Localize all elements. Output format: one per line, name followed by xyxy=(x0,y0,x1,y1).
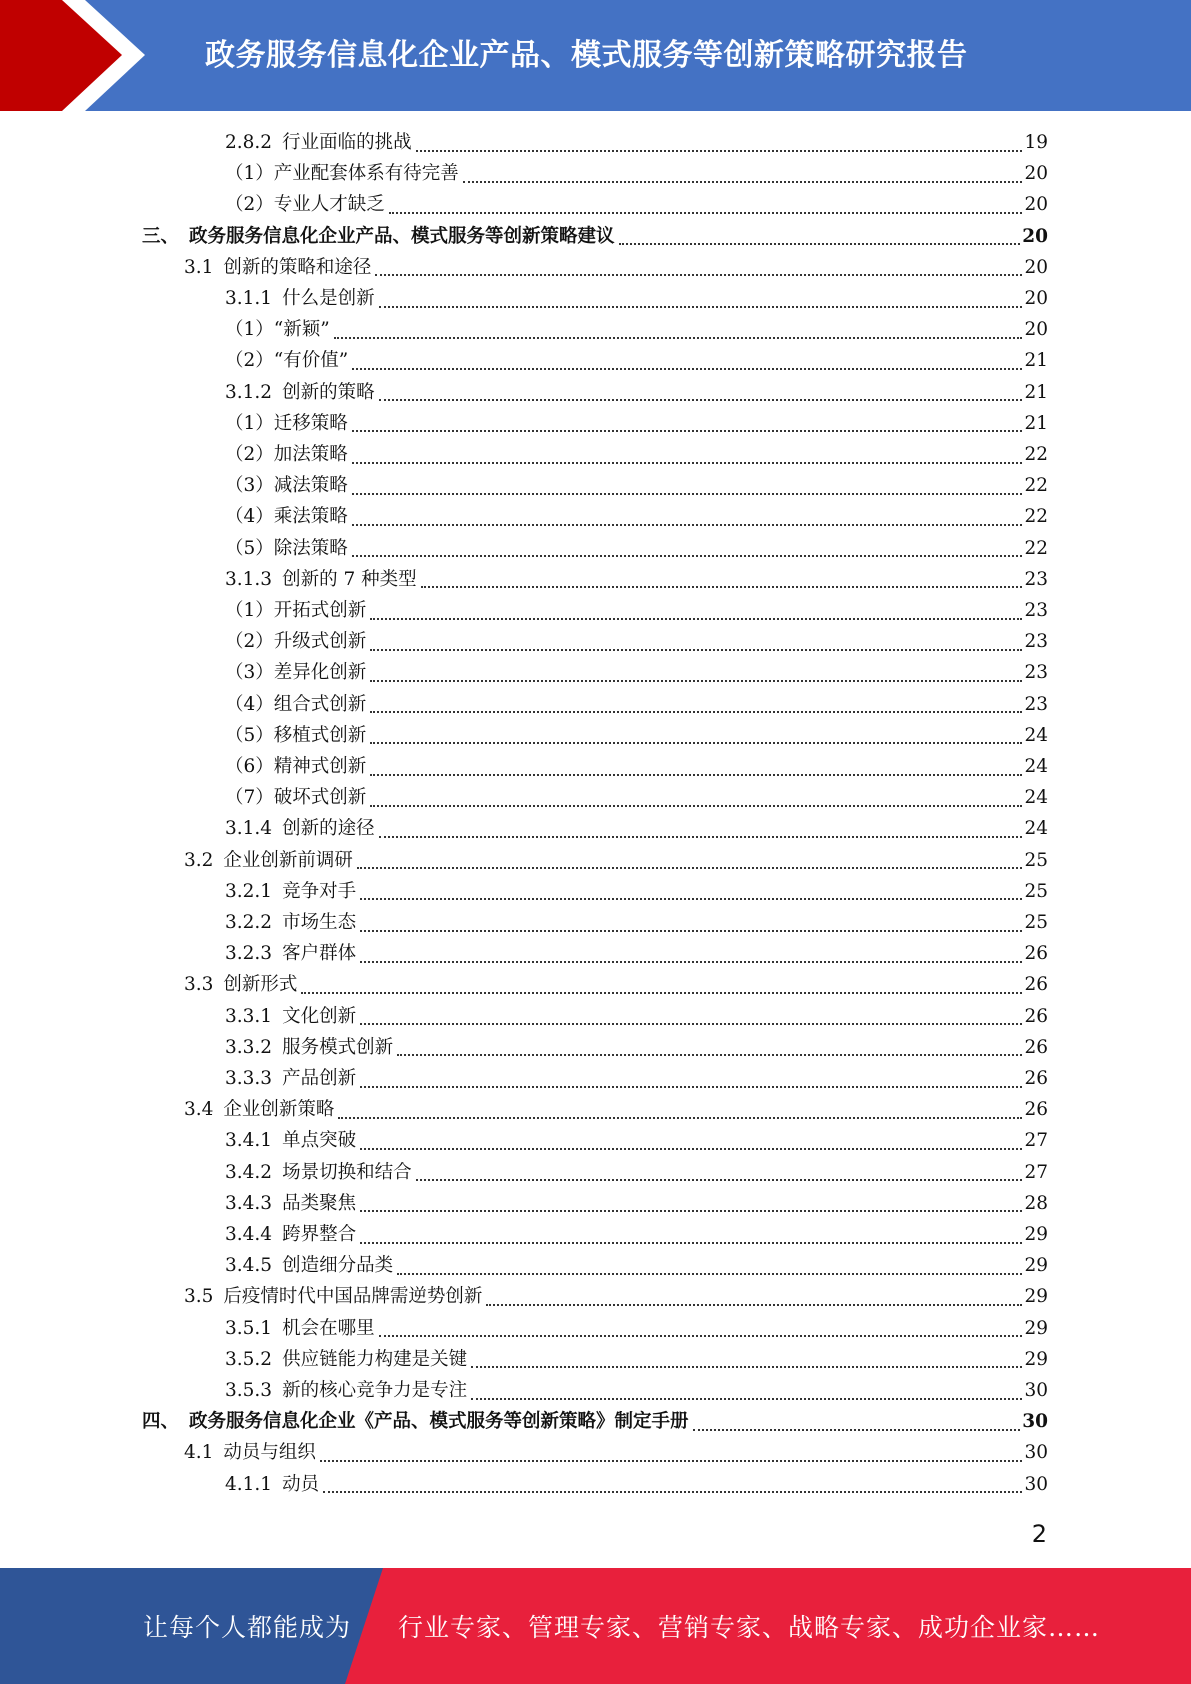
toc-entry-number: （2） xyxy=(225,631,274,653)
toc-entry[interactable] xyxy=(225,876,1048,907)
toc-dot-leader xyxy=(352,368,1022,370)
toc-entry-title: 品类聚焦 xyxy=(282,1192,357,1214)
toc-entry-number: 3.1.4 xyxy=(225,818,273,840)
header-banner xyxy=(0,0,1191,111)
toc-entry-title: 场景切换和结合 xyxy=(282,1161,412,1183)
footer-banner xyxy=(0,1568,1191,1684)
toc-entry-number: （4） xyxy=(225,506,274,528)
toc-entry-page: 29 xyxy=(1024,1224,1048,1245)
toc-entry[interactable] xyxy=(225,1063,1048,1094)
toc-dot-leader xyxy=(693,1429,1021,1431)
toc-entry-title: 客户群体 xyxy=(282,943,357,965)
toc-dot-leader xyxy=(397,1273,1022,1275)
toc-entry-number: 3.3 xyxy=(184,974,214,996)
toc-dot-leader xyxy=(379,836,1023,838)
toc-dot-leader xyxy=(370,618,1022,620)
toc-entry[interactable] xyxy=(225,1250,1048,1281)
toc-entry-page: 20 xyxy=(1024,288,1048,309)
toc-entry[interactable] xyxy=(225,408,1048,439)
toc-entry-page: 20 xyxy=(1024,163,1048,185)
toc-entry-page: 24 xyxy=(1024,818,1048,840)
toc-entry[interactable] xyxy=(225,1469,1048,1500)
toc-entry[interactable] xyxy=(225,314,1048,345)
toc-entry-page: 21 xyxy=(1024,412,1048,434)
toc-entry-page: 23 xyxy=(1024,693,1048,715)
toc-entry-title: 单点突破 xyxy=(282,1130,357,1152)
toc-entry-page: 29 xyxy=(1024,1317,1048,1339)
toc-dot-leader xyxy=(471,1398,1022,1400)
footer-tagline: 行业专家、管理专家、营销专家、战略专家、成功企业家…… xyxy=(398,1613,1101,1642)
toc-entry-page: 26 xyxy=(1024,974,1048,996)
toc-entry[interactable] xyxy=(225,907,1048,938)
toc-dot-leader xyxy=(486,1304,1022,1306)
toc-dot-leader xyxy=(397,1054,1022,1056)
toc-entry-title: 企业创新前调研 xyxy=(223,849,353,871)
toc-entry-page: 22 xyxy=(1024,444,1048,465)
toc-dot-leader xyxy=(619,243,1021,245)
toc-entry-page: 21 xyxy=(1024,381,1048,403)
toc-entry-number: 三、 xyxy=(142,225,180,247)
toc-entry-title: 企业创新策略 xyxy=(223,1099,335,1121)
toc-dot-leader xyxy=(360,1148,1022,1150)
toc-entry[interactable] xyxy=(225,689,1048,720)
toc-dot-leader xyxy=(389,212,1023,214)
toc-entry-title: 动员与组织 xyxy=(223,1442,316,1464)
toc-entry-number: （6） xyxy=(225,756,274,777)
toc-entry-title: 减法策略 xyxy=(273,475,348,497)
toc-entry-page: 22 xyxy=(1024,506,1048,528)
toc-entry-page: 24 xyxy=(1024,787,1048,809)
toc-dot-leader xyxy=(370,774,1022,776)
toc-entry-page: 23 xyxy=(1024,631,1048,653)
toc-entry-title: 升级式创新 xyxy=(273,631,367,653)
toc-entry[interactable] xyxy=(225,595,1048,626)
toc-entry[interactable] xyxy=(184,252,1048,283)
toc-entry[interactable] xyxy=(225,345,1048,376)
toc-entry-page: 26 xyxy=(1024,1068,1048,1089)
toc-entry[interactable] xyxy=(225,938,1048,969)
toc-entry-number: 3.5.2 xyxy=(225,1348,273,1370)
toc-entry[interactable] xyxy=(225,470,1048,501)
toc-entry[interactable] xyxy=(225,1344,1048,1375)
toc-entry-page: 26 xyxy=(1024,1005,1048,1027)
toc-entry-page: 25 xyxy=(1024,912,1048,933)
toc-entry-number: 3.4.5 xyxy=(225,1255,273,1277)
toc-entry-number: （5） xyxy=(225,537,274,559)
toc-entry-number: 3.4.1 xyxy=(225,1130,273,1152)
toc-dot-leader xyxy=(334,337,1023,339)
toc-entry-number: （1） xyxy=(225,600,274,621)
toc-entry-title: 差异化创新 xyxy=(273,662,367,684)
toc-entry-title: 创新形式 xyxy=(223,974,298,996)
toc-entry[interactable] xyxy=(184,1437,1048,1468)
toc-entry-title: 竞争对手 xyxy=(282,880,357,902)
toc-entry-number: （1） xyxy=(225,319,274,341)
toc-entry-number: 3.5 xyxy=(184,1286,214,1308)
toc-entry[interactable] xyxy=(225,1188,1048,1219)
toc-entry[interactable] xyxy=(225,439,1048,470)
toc-entry-number: （7） xyxy=(225,787,274,809)
toc-entry-title: 文化创新 xyxy=(282,1005,357,1027)
toc-entry-page: 24 xyxy=(1024,756,1048,777)
toc-dot-leader xyxy=(370,805,1022,807)
toc-dot-leader xyxy=(421,586,1023,588)
toc-entry[interactable] xyxy=(225,782,1048,813)
toc-entry-number: 3.1.3 xyxy=(225,568,273,590)
toc-entry-number: 3.1.2 xyxy=(225,381,273,403)
toc-entry[interactable] xyxy=(225,751,1048,782)
toc-entry-page: 30 xyxy=(1024,1473,1048,1495)
toc-dot-leader xyxy=(357,867,1023,869)
toc-dot-leader xyxy=(379,1335,1023,1337)
toc-entry-page: 25 xyxy=(1024,880,1048,902)
toc-entry-page: 30 xyxy=(1022,1411,1048,1433)
toc-entry-number: 3.2.1 xyxy=(225,880,273,902)
toc-dot-leader xyxy=(320,1460,1023,1462)
toc-entry-page: 30 xyxy=(1024,1442,1048,1464)
toc-dot-leader xyxy=(360,1086,1022,1088)
toc-entry-number: （3） xyxy=(225,662,274,684)
toc-entry[interactable] xyxy=(225,1313,1048,1344)
toc-entry[interactable] xyxy=(225,1375,1048,1406)
toc-entry[interactable] xyxy=(184,1094,1048,1125)
toc-dot-leader xyxy=(416,150,1023,152)
toc-dot-leader xyxy=(379,399,1023,401)
toc-entry-number: 3.2.3 xyxy=(225,943,273,965)
toc-entry[interactable] xyxy=(225,158,1048,189)
toc-entry-page: 23 xyxy=(1024,662,1048,684)
toc-entry-title: 破坏式创新 xyxy=(273,787,367,809)
toc-entry-title: 产品创新 xyxy=(282,1068,357,1089)
toc-entry-title: 创新的策略 xyxy=(282,381,375,403)
toc-entry-page: 26 xyxy=(1024,943,1048,965)
toc-dot-leader xyxy=(360,930,1022,932)
toc-entry-page: 28 xyxy=(1024,1192,1048,1214)
toc-dot-leader xyxy=(416,1179,1023,1181)
toc-entry-number: 4.1.1 xyxy=(225,1473,273,1495)
toc-entry-page: 20 xyxy=(1022,225,1048,247)
toc-dot-leader xyxy=(463,181,1023,183)
toc-dot-leader xyxy=(352,555,1023,557)
toc-entry-page: 26 xyxy=(1024,1099,1048,1121)
toc-entry-page: 24 xyxy=(1024,724,1048,746)
toc-entry-number: 3.3.2 xyxy=(225,1036,273,1058)
toc-entry-page: 23 xyxy=(1024,568,1048,590)
toc-entry-page: 20 xyxy=(1024,319,1048,341)
toc-entry-title: 服务模式创新 xyxy=(282,1036,394,1058)
toc-entry-number: 3.3.1 xyxy=(225,1005,273,1027)
toc-entry-number: 3.2.2 xyxy=(225,912,273,933)
toc-entry-page: 29 xyxy=(1024,1348,1048,1370)
toc-dot-leader xyxy=(338,1117,1022,1119)
toc-entry-title: 加法策略 xyxy=(273,444,348,465)
toc-dot-leader xyxy=(370,680,1022,682)
toc-dot-leader xyxy=(360,1023,1022,1025)
toc-entry-page: 27 xyxy=(1024,1161,1048,1183)
toc-entry-number: （1） xyxy=(225,163,274,185)
toc-entry-title: 精神式创新 xyxy=(273,756,367,777)
toc-entry-page: 29 xyxy=(1024,1286,1048,1308)
toc-entry[interactable] xyxy=(225,813,1048,844)
toc-entry-page: 27 xyxy=(1024,1130,1048,1152)
toc-entry[interactable] xyxy=(225,377,1048,408)
toc-entry[interactable] xyxy=(225,501,1048,532)
toc-dot-leader xyxy=(379,306,1023,308)
toc-entry-page: 30 xyxy=(1024,1380,1048,1401)
toc-entry[interactable] xyxy=(225,127,1048,158)
toc-dot-leader xyxy=(375,274,1022,276)
toc-entry[interactable] xyxy=(142,221,1048,252)
toc-entry-number: （3） xyxy=(225,475,274,497)
toc-entry-number: 4.1 xyxy=(184,1442,214,1464)
toc-entry[interactable] xyxy=(225,1001,1048,1032)
toc-entry-title: 创新的途径 xyxy=(282,818,375,840)
toc-entry-page: 22 xyxy=(1024,537,1048,559)
toc-entry-title: 移植式创新 xyxy=(273,724,367,746)
toc-entry-title: 动员 xyxy=(282,1473,320,1495)
toc-entry-number: （5） xyxy=(225,724,274,746)
toc-entry-page: 29 xyxy=(1024,1255,1048,1277)
toc-entry-number: 3.5.1 xyxy=(225,1317,273,1339)
toc-entry-title: 后疫情时代中国品牌需逆势创新 xyxy=(223,1286,483,1308)
toc-entry[interactable] xyxy=(184,969,1048,1000)
toc-entry-number: 3.4.3 xyxy=(225,1192,273,1214)
toc-dot-leader xyxy=(323,1491,1022,1493)
toc-entry-title: 组合式创新 xyxy=(273,693,367,715)
toc-entry-title: 什么是创新 xyxy=(282,288,375,309)
toc-entry-number: 3.4.2 xyxy=(225,1161,273,1183)
toc-dot-leader xyxy=(360,898,1022,900)
toc-entry-number: 3.1.1 xyxy=(225,288,273,309)
toc-entry-number: （1） xyxy=(225,412,274,434)
toc-entry-title: 专业人才缺乏 xyxy=(273,194,385,216)
toc-entry-number: 3.4 xyxy=(184,1099,214,1121)
toc-dot-leader xyxy=(370,711,1022,713)
toc-entry-number: （2） xyxy=(225,194,274,216)
page-number: 2 xyxy=(1031,1520,1047,1548)
toc-entry-title: 供应链能力构建是关键 xyxy=(282,1348,468,1370)
toc-entry-title: 行业面临的挑战 xyxy=(282,132,412,153)
toc-dot-leader xyxy=(352,430,1023,432)
toc-dot-leader xyxy=(370,649,1022,651)
toc-entry-number: 四、 xyxy=(142,1411,180,1433)
toc-entry-page: 25 xyxy=(1024,849,1048,871)
toc-dot-leader xyxy=(360,1210,1022,1212)
toc-entry-number: 3.5.3 xyxy=(225,1380,273,1401)
toc-entry-title: 创新的策略和途径 xyxy=(223,256,372,278)
toc-entry-title: 机会在哪里 xyxy=(282,1317,375,1339)
report-title: 政务服务信息化企业产品、模式服务等创新策略研究报告 xyxy=(205,38,968,73)
toc-entry-title: 迁移策略 xyxy=(273,412,348,434)
toc-entry[interactable] xyxy=(225,189,1048,220)
toc-entry[interactable] xyxy=(225,1032,1048,1063)
toc-entry[interactable] xyxy=(142,1406,1048,1437)
toc-entry-number: 3.4.4 xyxy=(225,1224,273,1245)
toc-entry-page: 26 xyxy=(1024,1036,1048,1058)
toc-entry-title: 产业配套体系有待完善 xyxy=(273,163,459,185)
toc-entry-page: 19 xyxy=(1024,132,1048,153)
toc-dot-leader xyxy=(352,462,1023,464)
toc-entry-number: （2） xyxy=(225,350,274,372)
toc-entry[interactable] xyxy=(225,657,1048,688)
toc-entry-number: 3.3.3 xyxy=(225,1068,273,1089)
toc-entry-title: 跨界整合 xyxy=(282,1224,357,1245)
toc-entry-number: 3.1 xyxy=(184,256,214,278)
toc-entry[interactable] xyxy=(225,283,1048,314)
toc-entry[interactable] xyxy=(184,845,1048,876)
toc-entry[interactable] xyxy=(225,564,1048,595)
toc-entry[interactable] xyxy=(225,1219,1048,1250)
toc-entry-title: 政务服务信息化企业产品、模式服务等创新策略建议 xyxy=(189,225,615,247)
toc-entry-title: 新的核心竞争力是专注 xyxy=(282,1380,468,1401)
toc-entry[interactable] xyxy=(184,1281,1048,1312)
toc-dot-leader xyxy=(352,493,1023,495)
toc-entry-title: 除法策略 xyxy=(273,537,348,559)
toc-entry-number: （2） xyxy=(225,444,274,465)
toc-dot-leader xyxy=(301,992,1022,994)
toc-entry-title: 乘法策略 xyxy=(273,506,348,528)
footer-slogan: 让每个人都能成为 xyxy=(143,1613,352,1642)
toc-dot-leader xyxy=(352,524,1023,526)
toc-entry[interactable] xyxy=(225,533,1048,564)
toc-entry[interactable] xyxy=(225,626,1048,657)
toc-entry-title: 政务服务信息化企业《产品、模式服务等创新策略》制定手册 xyxy=(189,1411,689,1433)
toc-entry-page: 22 xyxy=(1024,475,1048,497)
toc-entry-page: 23 xyxy=(1024,600,1048,621)
toc-entry[interactable] xyxy=(225,1157,1048,1188)
toc-entry-page: 21 xyxy=(1024,350,1048,372)
toc-entry-title: 创造细分品类 xyxy=(282,1255,394,1277)
toc-entry-page: 20 xyxy=(1024,194,1048,216)
toc-entry-title: “新颖” xyxy=(273,319,330,341)
toc-entry-title: 创新的 7 种类型 xyxy=(282,568,417,590)
toc-dot-leader xyxy=(360,961,1022,963)
toc-dot-leader xyxy=(471,1366,1022,1368)
toc-entry-number: （4） xyxy=(225,693,274,715)
toc-entry-title: 市场生态 xyxy=(282,912,357,933)
toc-entry-page: 20 xyxy=(1024,256,1048,278)
toc-entry-number: 2.8.2 xyxy=(225,132,273,153)
toc-entry-number: 3.2 xyxy=(184,849,214,871)
toc-dot-leader xyxy=(370,742,1022,744)
toc-dot-leader xyxy=(360,1242,1022,1244)
toc-entry-title: “有价值” xyxy=(273,350,349,372)
toc-entry[interactable] xyxy=(225,720,1048,751)
toc-entry[interactable] xyxy=(225,1125,1048,1156)
toc-entry-title: 开拓式创新 xyxy=(273,600,367,621)
